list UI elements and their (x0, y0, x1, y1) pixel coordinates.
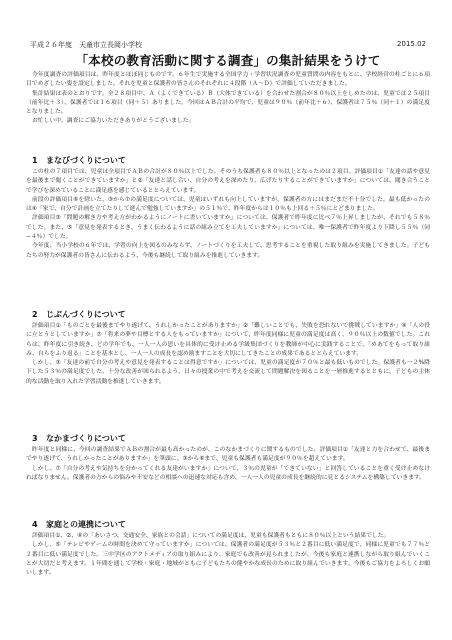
intro-paragraph: お忙しい中、調査にご協力いただきありがとうございました。 (32, 118, 195, 125)
school-name: 平成２６年度 天童市立長岡小学校 (30, 41, 142, 49)
document-date: 2015.02 (397, 40, 426, 48)
document-header (30, 40, 426, 50)
section-paragraph: 評価項目①、②、④の「あいさつ、交通安全、家族との会話」についての満足度は、児童も保護者もともに８０％以上という結果でした。 (32, 533, 390, 539)
section-heading-4 (32, 519, 126, 530)
section-title: なかまづくりについて (46, 434, 126, 443)
section-body-3 (26, 446, 430, 483)
section-title: まなびづくりについて (46, 156, 126, 165)
section-paragraph: しかし、⑤「テレビやゲームの時間を決めて守っていますか」については、保護者の満足度が５３％と２番目に低い満足度で、同様に児童でも７７％と２番目に低い満足度でした。三中学区のアクトメディアの取り組みにより、家庭でも改善が見られましたが、今後も家庭と連携しながら取り組んでいくことが大切だと考えます。１年間を通して学校・家庭・地域がともに子どもたちの健やかな成長のために取り組んでいきます。今後もご協力をよろしくお願いします。 (26, 542, 430, 577)
section-paragraph: 前段の評価項目⑥を除いた、③から⑦の満足度については、児童はいずれも向上していますが、保護者の方にはまだまだ不十分でした。最も低かったのは④「家で、自分で計画を立てたりして進んで勉強していますか」の５１％で、昨年度からは１０％も上回る＋５％にとどまりました。 (26, 196, 430, 213)
section-heading-3 (32, 433, 126, 444)
section-number: 2 (32, 310, 38, 319)
intro-paragraph: 集計結果は表のとおりです。全２８項目中、Ａ（よくできている）Ｂ（大体できている）を合わせた割合が８０％以上をしめたのは、児童では２５項目（前年比＋３）、保護者では１６項目（同＋５）ありました。今回はＡＢ合計の平均で、児童は９０％（前年比＋６）、保護者は７５％（同＋１）の満足度となりました。 (26, 90, 430, 116)
intro-block (26, 71, 430, 127)
section-number: 1 (32, 156, 38, 165)
section-body-2 (26, 322, 430, 387)
section-paragraph: しかし、③「友達の前で自分の考えや意見を発表することは得意ですか」については、児童の満足度が７０％と最も低いものでした。保護者も一２%降下した５３％の満足度でした。十分な改善が図られるよう、日々の授業の中で考えを交流して問題解決を図ることを一層推進するとともに、子どもの主体的な活動を取り入れた学習活動を推進していきます。 (26, 360, 430, 385)
section-paragraph: 今年度、当小学校の６年では、学習の向上を図るのみならず、ノートづくりを工夫して、思考することを重視した取り組みを実施してきました。子どもたちの努力が保護者の皆さんに伝わるよう、今後も継続して取り組みを推進していきます。 (26, 243, 430, 259)
section-paragraph: しかし、⑦「自分の考えや気持ちを分かってくれる友達がいますか」について、３％の児童が「できていない」と回答していることを重く受け止めなければなりません。保護者の方からの悩みや不安などの相談への迅速な対応も含め、一人一人の児童の成長を継続的に見とるシステムを構築していきます。 (26, 465, 430, 481)
section-paragraph: 昨年度と同様に、今回の調査結果でＡＢの割合が最も高かったのが、このなかまづくりに関するものでした。評価項目①「友達と力を合わせて、最後までやり遂げて、うれしかったことがありますか」を筆頭に、③から⑥まで、児童も保護者も満足度が９０％を超えています。 (26, 447, 430, 463)
section-title: 家庭との連携について (46, 520, 126, 529)
section-paragraph: 評価項目③「問題の解き方や考え方がわかるようにノートに書いていますか」については、保護者で昨年度に比べ７％上昇しましたが、それでも５８％でした。また、⑤「意見を発表するとき、うまく伝わるように話の組み立てを工夫していますか」については、唯一保護者で昨年度より下降し５５％（同−４％）でした。 (26, 215, 430, 241)
document-title: 「本校の教育活動に関する調査」の集計結果をうけて (75, 53, 381, 68)
section-number: 3 (32, 434, 38, 443)
section-heading-2 (32, 309, 126, 320)
intro-paragraph: 今年度調査の評価項目は、昨年度とほぼ同じものです。６年生で実施する全国学力・学習状況調査の児童質問の内容をもとに、学校経営の柱ごとに６項目でめざしたい姿を設定しました。それを児童と保護者の皆さんのそれぞれに４段階（Ａ〜Ｄ）で評価していただきました。 (26, 72, 430, 88)
section-paragraph: 評価項目①「ものごとを最後までやり遂げて、うれしかったことがありますか」②「難しいことでも、失敗を恐れないで挑戦していますか」④「人の役に立とうとしていますか」⑦「将来の夢や目標とする人をもっていますか」について、昨年度同様に児童の満足度は高く、９０％以上の数値でした。これらは、昨年度に引き続き、どの学年でも、一人一人の思いを具体的に受け止める学級集団づくりを教師が中心に実践することで、「めあてをもって取り組み、自らをふり返る」ことを基本とし、一人一人の成長を認め励ますことを大切にしてきたことの成果であるととらえています。 (26, 323, 430, 357)
section-body-4 (26, 532, 430, 578)
section-body-1 (26, 168, 430, 261)
section-heading-1 (32, 155, 126, 166)
section-title: じぶんづくりについて (46, 310, 126, 319)
section-paragraph: この柱の７項目では、児童は全項目でＡＢの合計が８０％以上でした。そのうち保護者も８０％以上となったのは２項目。評価項目①「友達の話や意見を最後まで聞くことができていますか」と②「友達と話し合い、自分の考えを深めたり、広げたりすることができていますか」については、聞き合うことで学びを深めていることに満足感を感じているととらえています。 (26, 169, 430, 194)
section-number: 4 (32, 520, 38, 529)
